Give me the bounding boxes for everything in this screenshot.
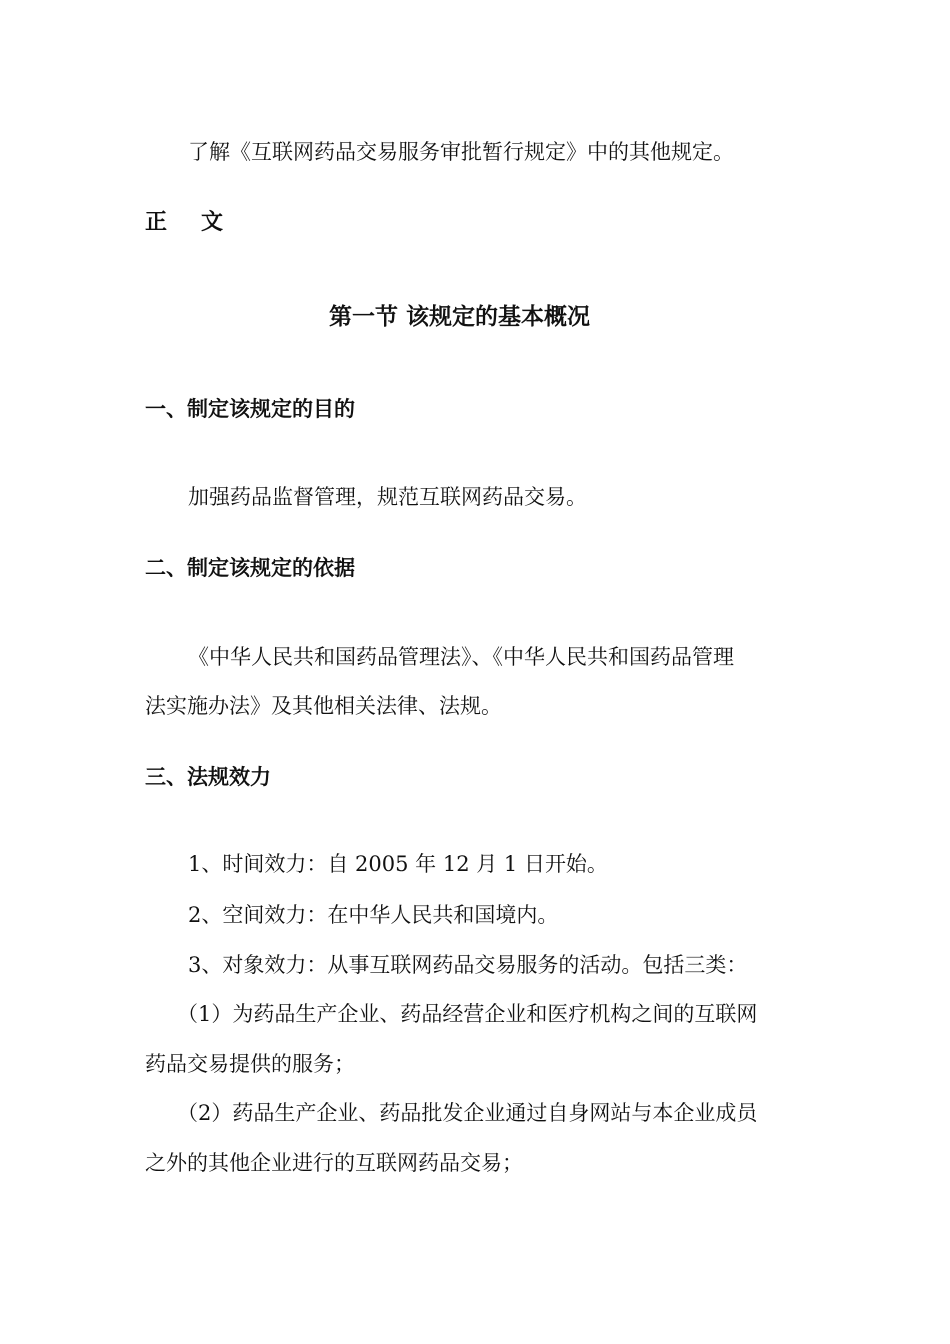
effect-space: 2、空间效力：在中华人民共和国境内。 — [188, 903, 559, 927]
item2-line1: （2）药品生产企业、药品批发企业通过自身网站与本企业成员 — [177, 1101, 758, 1125]
intro-paragraph: 了解《互联网药品交易服务审批暂行规定》中的其他规定。 — [188, 140, 734, 164]
heading-basis: 二、制定该规定的依据 — [145, 556, 355, 580]
heading-purpose: 一、制定该规定的目的 — [145, 397, 355, 421]
section-title: 第一节 该规定的基本概况 — [329, 304, 591, 330]
item2-line2: 之外的其他企业进行的互联网药品交易； — [145, 1151, 523, 1175]
body-heading: 正文 — [145, 210, 258, 235]
paragraph-basis-line1: 《中华人民共和国药品管理法》、《中华人民共和国药品管理 — [188, 645, 734, 669]
heading-effect: 三、法规效力 — [145, 765, 271, 789]
effect-time: 1、时间效力：自 2005 年 12 月 1 日开始。 — [188, 852, 608, 876]
paragraph-purpose: 加强药品监督管理，规范互联网药品交易。 — [188, 485, 587, 509]
item1-line1: （1）为药品生产企业、药品经营企业和医疗机构之间的互联网 — [177, 1002, 758, 1026]
effect-object: 3、对象效力：从事互联网药品交易服务的活动。包括三类： — [188, 953, 748, 977]
item1-line2: 药品交易提供的服务； — [145, 1052, 355, 1076]
paragraph-basis-line2: 法实施办法》及其他相关法律、法规。 — [145, 694, 502, 718]
